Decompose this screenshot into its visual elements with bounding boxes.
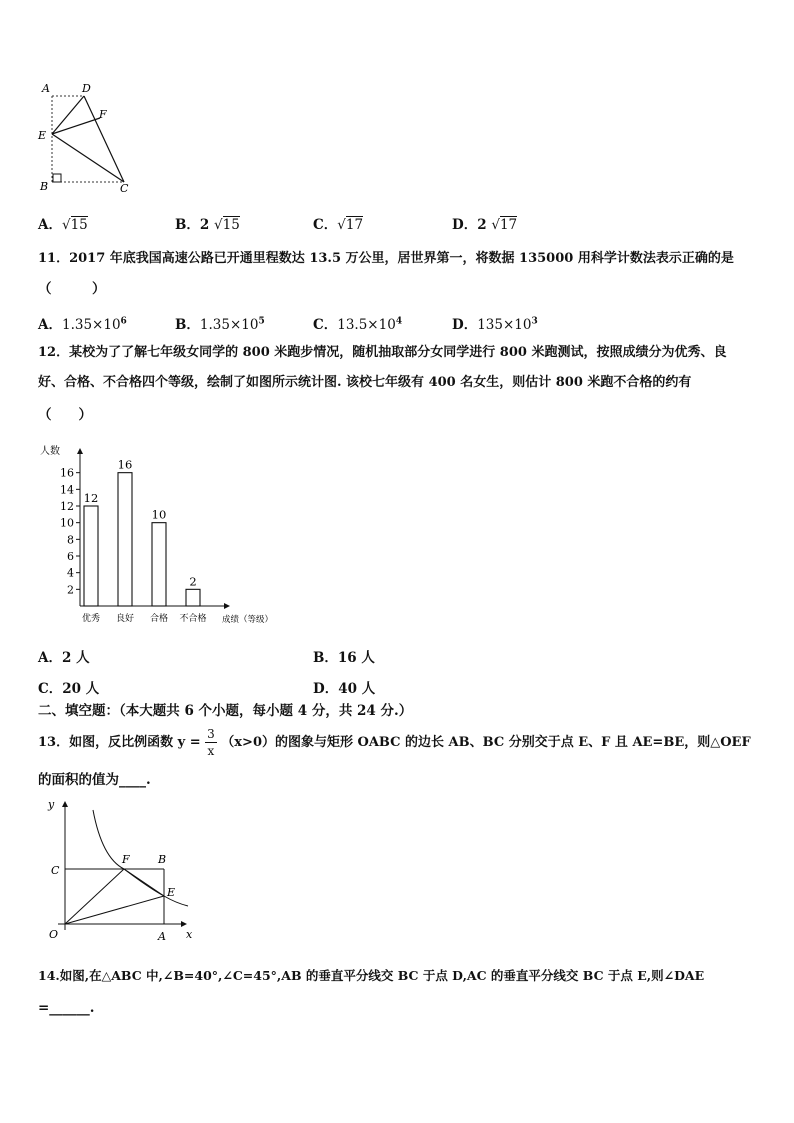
label-o: O <box>49 928 59 941</box>
sqrt-symbol: √ <box>491 217 500 233</box>
q10-option-d[interactable] <box>452 213 517 233</box>
label-e: E <box>38 129 47 142</box>
y-tick-label: 14 <box>60 483 74 497</box>
section-heading: 二、填空题：（本大题共 6 个小题，每小题 4 分，共 24 分.） <box>38 703 413 719</box>
q11-option-a-key: A． <box>38 317 62 333</box>
label-a: A <box>42 82 50 95</box>
q13-post: （x>0）的图象与矩形 OABC 的边长 AB、BC 分别交于点 E、F 且 AE=BE，则△OEF <box>221 735 751 750</box>
q12-stem-line2: 好、合格、不合格四个等级，绘制了如图所示统计图. 该校七年级有 400 名女生，则估计 800 米跑不合格的约有 <box>38 375 692 390</box>
q11-option-d-key: D． <box>452 317 478 333</box>
y-tick-label: 16 <box>60 466 74 480</box>
category-label: 合格 <box>149 614 169 624</box>
y-tick-label: 4 <box>67 566 74 580</box>
bar-data-label: 10 <box>151 507 167 522</box>
label-f: F <box>122 853 130 866</box>
q11-option-b-exp: 5 <box>258 316 265 327</box>
q12-option-b[interactable]: B．16 人 <box>313 650 375 666</box>
category-label: 优秀 <box>81 614 101 624</box>
q13-fraction-num: 3 <box>207 727 215 741</box>
q11-option-d[interactable] <box>452 313 538 333</box>
label-b: B <box>40 180 49 193</box>
q11-option-d-base: 135×10 <box>477 317 532 333</box>
q13-fraction <box>205 726 217 759</box>
label-x: x <box>186 928 193 941</box>
q10-option-a-key: A． <box>38 217 62 233</box>
q10-option-c-key: C． <box>313 217 338 233</box>
chart-y-axis-arrow <box>77 448 83 454</box>
y-tick-label: 8 <box>67 533 74 547</box>
label-f: F <box>99 108 107 121</box>
label-a: A <box>158 930 166 943</box>
q10-option-a[interactable] <box>38 213 88 233</box>
q11-option-a-base: 1.35×10 <box>61 317 121 333</box>
x-axis-label: 成绩（等级） <box>222 615 274 625</box>
q11-option-c-key: C． <box>313 317 338 333</box>
q13-stem-line2: 的面积的值为____. <box>38 772 151 788</box>
q11-option-b-base: 1.35×10 <box>199 317 259 333</box>
chart-x-axis-arrow <box>224 603 230 609</box>
q10-option-d-radicand: 17 <box>499 217 518 233</box>
q10-figure <box>36 78 136 198</box>
label-d: D <box>82 82 91 95</box>
q11-option-d-exp: 3 <box>531 316 538 327</box>
q10-option-b-radicand: 15 <box>222 217 240 233</box>
q14-stem-line2: =______. <box>38 1000 95 1016</box>
q11-option-a[interactable] <box>38 313 127 333</box>
y-tick-label: 12 <box>60 500 74 513</box>
q12-stem-line1: 12．某校为了了解七年级女同学的 800 米跑步情况，随机抽取部分女同学进行 800 米跑测试，按照成绩分为优秀、良 <box>38 345 727 360</box>
q13-figure <box>36 796 206 948</box>
label-y: y <box>48 798 55 811</box>
q10-option-d-key: D． <box>452 217 478 233</box>
y-tick-label: 10 <box>60 516 74 530</box>
q10-option-a-radicand: 15 <box>70 217 88 233</box>
q12-stem-line3: （ ） <box>38 407 92 423</box>
q12-option-d[interactable]: D．40 人 <box>313 681 376 697</box>
q10-option-d-coef: 2 <box>477 217 487 233</box>
q11-stem-line2: （ ） <box>38 281 106 297</box>
q13-stem-line1 <box>38 726 751 759</box>
right-angle-marker <box>53 174 61 182</box>
bar-data-label: 2 <box>189 574 197 589</box>
q13-pre: 13．如图，反比例函数 y = <box>38 735 201 750</box>
q11-option-b[interactable] <box>175 313 265 333</box>
q10-option-b-key: B． <box>175 217 200 233</box>
y-axis-label: 人数 <box>40 446 60 457</box>
q10-option-b-coef: 2 <box>199 217 210 233</box>
label-c: C <box>120 182 129 195</box>
label-b: B <box>158 853 167 866</box>
label-c: C <box>51 864 60 877</box>
category-label: 不合格 <box>179 614 207 624</box>
segment-fe <box>124 869 164 896</box>
q12-option-c[interactable]: C．20 人 <box>38 681 100 697</box>
bar <box>152 523 166 606</box>
bar-chart <box>36 438 296 633</box>
bar-data-label: 16 <box>117 457 133 472</box>
bar <box>186 589 200 606</box>
q11-option-a-exp: 6 <box>120 316 127 327</box>
y-tick-label: 2 <box>67 583 74 597</box>
q11-option-c-exp: 4 <box>395 316 403 327</box>
bar <box>84 506 98 606</box>
category-label: 良好 <box>115 614 135 624</box>
q11-stem-line1: 11．2017 年底我国高速公路已开通里程数达 13.5 万公里，居世界第一，将数据 135000 用科学计数法表示正确的是 <box>38 251 734 266</box>
bar-data-label: 12 <box>83 491 99 505</box>
bar <box>118 473 132 606</box>
q14-stem-line1: 14.如图,在△ABC 中,∠B=40°,∠C=45°,AB 的垂直平分线交 BC 于点 D,AC 的垂直平分线交 BC 于点 E,则∠DAE <box>38 968 705 983</box>
q11-option-b-key: B． <box>175 317 200 333</box>
q12-option-a[interactable]: A．2 人 <box>38 650 90 666</box>
q13-fraction-den: x <box>207 744 215 758</box>
q11-option-c-base: 13.5×10 <box>337 317 396 333</box>
sqrt-symbol: √ <box>214 217 223 233</box>
label-e: E <box>167 886 176 899</box>
q10-option-c[interactable] <box>313 213 363 233</box>
sqrt-symbol: √ <box>337 217 346 233</box>
sqrt-symbol: √ <box>61 217 71 233</box>
q10-option-b[interactable] <box>175 213 240 233</box>
q10-option-c-radicand: 17 <box>345 217 364 233</box>
q11-option-c[interactable] <box>313 313 402 333</box>
y-tick-label: 6 <box>67 550 74 563</box>
